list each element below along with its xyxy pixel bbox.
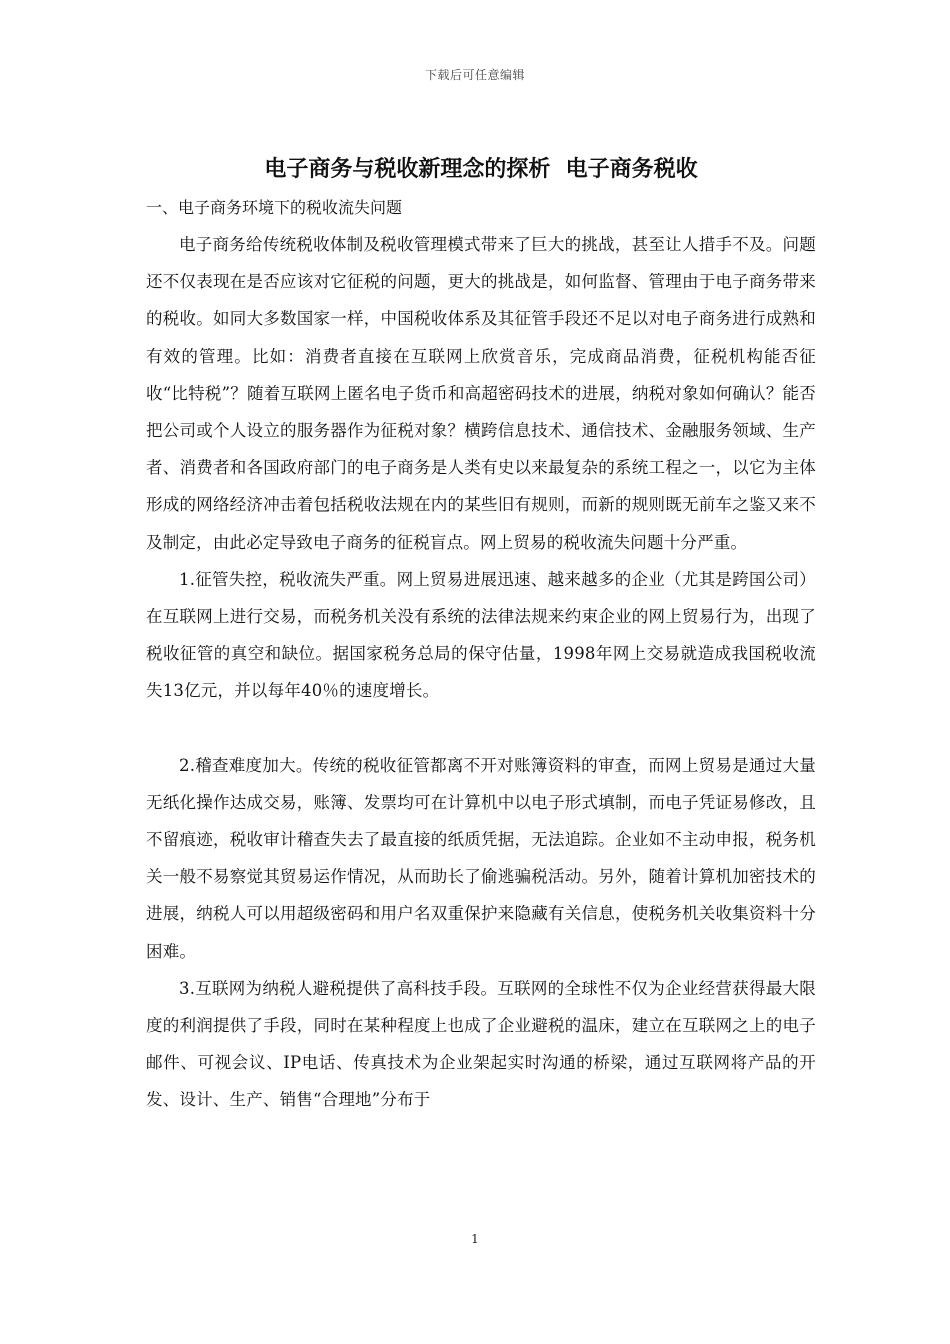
paragraph-intro: 电子商务给传统税收体制及税收管理模式带来了巨大的挑战，甚至让人措手不及。问题还不仅表现在是否应该对它征税的问题，更大的挑战是，如何监督、管理由于电子商务带来的税收。如同大多数国家一样，中国税收体系及其征管手段还不足以对电子商务进行成熟和有效的管理。比如：消费者直接在互联网上欣赏音乐，完成商品消费，征税机构能否征收“比特税”？随着互联网上匿名电子货币和高超密码技术的进展，纳税对象如何确认？能否把公司或个人设立的服务器作为征税对象？横跨信息技术、通信技术、金融服务领域、生产者、消费者和各国政府部门的电子商务是人类有史以来最复杂的系统工程之一，以它为主体形成的网络经济冲击着包括税收法规在内的某些旧有规则，而新的规则既无前车之鉴又来不及制定，由此必定导致电子商务的征税盲点。网上贸易的税收流失问题十分严重。: [146, 235, 816, 552]
paragraph-point-1: 1.征管失控，税收流失严重。网上贸易进展迅速、越来越多的企业（尤其是跨国公司）在互联网上进行交易，而税务机关没有系统的法律法规来约束企业的网上贸易行为，出现了税收征管的真空和缺位。据国家税务总局的保守估量，1998年网上交易就造成我国税收流失13亿元，并以每年40％的速度增长。: [146, 569, 816, 701]
paragraph-point-2: 2.稽查难度加大。传统的税收征管都离不开对账簿资料的审查，而网上贸易是通过大量无纸化操作达成交易，账簿、发票均可在计算机中以电子形式填制，而电子凭证易修改，且不留痕迹，税收审计稽查失去了最直接的纸质凭据，无法追踪。企业如不主动申报，税务机关一般不易察觉其贸易运作情况，从而助长了偷逃骗税活动。另外，随着计算机加密技术的进展，纳税人可以用超级密码和用户名双重保护来隐藏有关信息，使税务机关收集资料十分困难。: [146, 755, 816, 961]
document-title: 电子商务与税收新理念的探析 电子商务税收: [264, 157, 698, 182]
paragraph-spacer: [146, 710, 816, 747]
document-body: [146, 150, 816, 1119]
page-header: 下载后可任意编辑: [424, 68, 525, 82]
section-heading: 一、电子商务环境下的税收流失问题: [146, 198, 403, 217]
page-number: 1: [471, 1232, 479, 1246]
paragraph-point-3: 3.互联网为纳税人避税提供了高科技手段。互联网的全球性不仅为企业经营获得最大限度的利润提供了手段，同时在某种程度上也成了企业避税的温床，建立在互联网之上的电子邮件、可视会议、IP电话、传真技术为企业架起实时沟通的桥梁，通过互联网将产品的开发、设计、生产、销售“合理地”分布于: [146, 978, 816, 1110]
